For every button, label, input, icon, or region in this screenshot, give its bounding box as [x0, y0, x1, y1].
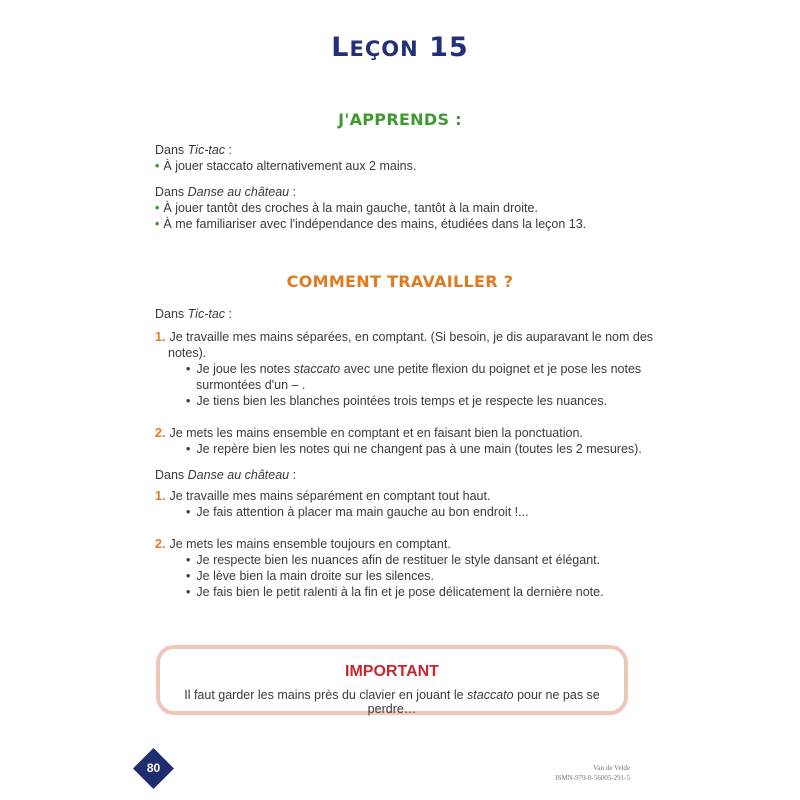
- publisher-name: Van de Velde: [593, 764, 630, 772]
- list-item-text: À me familiariser avec l'indépendance des mains, étudiées dans la leçon 13.: [163, 217, 587, 231]
- list-item: [155, 216, 586, 232]
- sub-item: [186, 393, 607, 409]
- important-box: [156, 645, 628, 715]
- emphasis: staccato: [293, 362, 341, 376]
- step-text: Je mets les mains ensemble toujours en comptant.: [169, 537, 451, 551]
- sub-item-text: Je joue les notes: [196, 362, 294, 376]
- sub-item-text: Je fais bien le petit ralenti à la fin et je pose délicatement la dernière note.: [196, 585, 604, 599]
- page-number-badge: [133, 748, 174, 789]
- bullet-icon: •: [186, 585, 191, 599]
- sub-item: [186, 568, 434, 584]
- sub-item: [186, 584, 604, 600]
- piece-name: Tic-tac: [187, 143, 226, 157]
- bullet-icon: •: [186, 362, 191, 376]
- bullet-icon: •: [186, 569, 191, 583]
- page-number: 80: [146, 761, 161, 775]
- step-text-continued: notes).: [168, 346, 207, 360]
- intro-text: Dans: [155, 143, 188, 157]
- list-item-text: À jouer staccato alternativement aux 2 mains.: [163, 159, 417, 173]
- sub-item-text: Je lève bien la main droite sur les silences.: [196, 569, 435, 583]
- step-item: [155, 425, 583, 441]
- title-letter: L: [331, 32, 350, 63]
- colon: :: [225, 307, 232, 321]
- step-item: [155, 536, 451, 552]
- bullet-icon: •: [155, 217, 160, 231]
- bullet-icon: •: [186, 394, 191, 408]
- list-item-text: À jouer tantôt des croches à la main gauche, tantôt à la main droite.: [163, 201, 538, 215]
- step-text: Je travaille mes mains séparées, en comptant. (Si besoin, je dis auparavant le nom des: [169, 330, 654, 344]
- important-heading: IMPORTANT: [345, 663, 439, 680]
- sub-item-text: Je respecte bien les nuances afin de restituer le style dansant et élégant.: [196, 553, 601, 567]
- step-item: [155, 488, 490, 504]
- step-number: 1.: [155, 489, 166, 503]
- bullet-icon: •: [155, 159, 160, 173]
- sub-item-continued: surmontées d'un – .: [196, 378, 306, 392]
- step-text: Je travaille mes mains séparément en comptant tout haut.: [169, 489, 491, 503]
- sub-item-text: Je fais attention à placer ma main gauche au bon endroit !...: [196, 505, 529, 519]
- apprends-group2-intro: [155, 184, 296, 200]
- important-text-part: Il faut garder les mains près du clavier en jouant le: [184, 688, 468, 702]
- intro-text: Dans: [155, 307, 188, 321]
- title-number: 15: [429, 32, 469, 63]
- intro-text: Dans: [155, 468, 188, 482]
- step-number: 2.: [155, 537, 166, 551]
- colon: :: [289, 185, 297, 199]
- bullet-icon: •: [186, 505, 191, 519]
- bullet-icon: •: [186, 553, 191, 567]
- important-text: [160, 688, 624, 716]
- colon: :: [289, 468, 297, 482]
- intro-text: Dans: [155, 185, 188, 199]
- sub-item-text: avec une petite flexion du poignet et je pose les notes: [340, 362, 642, 376]
- sub-item: [186, 504, 529, 520]
- step-number: 2.: [155, 426, 166, 440]
- piece-name: Danse au château: [187, 468, 290, 482]
- piece-name: Danse au château: [187, 185, 290, 199]
- apprends-heading: J'APPRENDS :: [338, 110, 462, 129]
- title-rest: EÇON: [349, 37, 419, 61]
- sub-item-text: Je tiens bien les blanches pointées trois temps et je respecte les nuances.: [196, 394, 608, 408]
- comment-heading: COMMENT TRAVAILLER ?: [286, 272, 514, 291]
- step-item: [155, 329, 653, 345]
- emphasis: staccato: [467, 688, 514, 702]
- list-item: [155, 158, 416, 174]
- ismn-code: ISMN-979-0-56005-291-5: [555, 774, 630, 782]
- danse-intro: [155, 467, 296, 483]
- sub-item: [186, 441, 642, 457]
- sub-item: [186, 552, 600, 568]
- tictac-intro: [155, 306, 232, 322]
- step-text: Je mets les mains ensemble en comptant et en faisant bien la ponctuation.: [169, 426, 583, 440]
- sub-item-text: Je repère bien les notes qui ne changent pas à une main (toutes les 2 mesures).: [196, 442, 642, 456]
- page-title: [0, 32, 800, 63]
- list-item: [155, 200, 538, 216]
- step-number: 1.: [155, 330, 166, 344]
- bullet-icon: •: [186, 442, 191, 456]
- sub-item: [186, 361, 641, 377]
- apprends-group1-intro: [155, 142, 232, 158]
- important-text-part: pour ne pas se perdre…: [367, 688, 600, 716]
- piece-name: Tic-tac: [187, 307, 226, 321]
- colon: :: [225, 143, 232, 157]
- bullet-icon: •: [155, 201, 160, 215]
